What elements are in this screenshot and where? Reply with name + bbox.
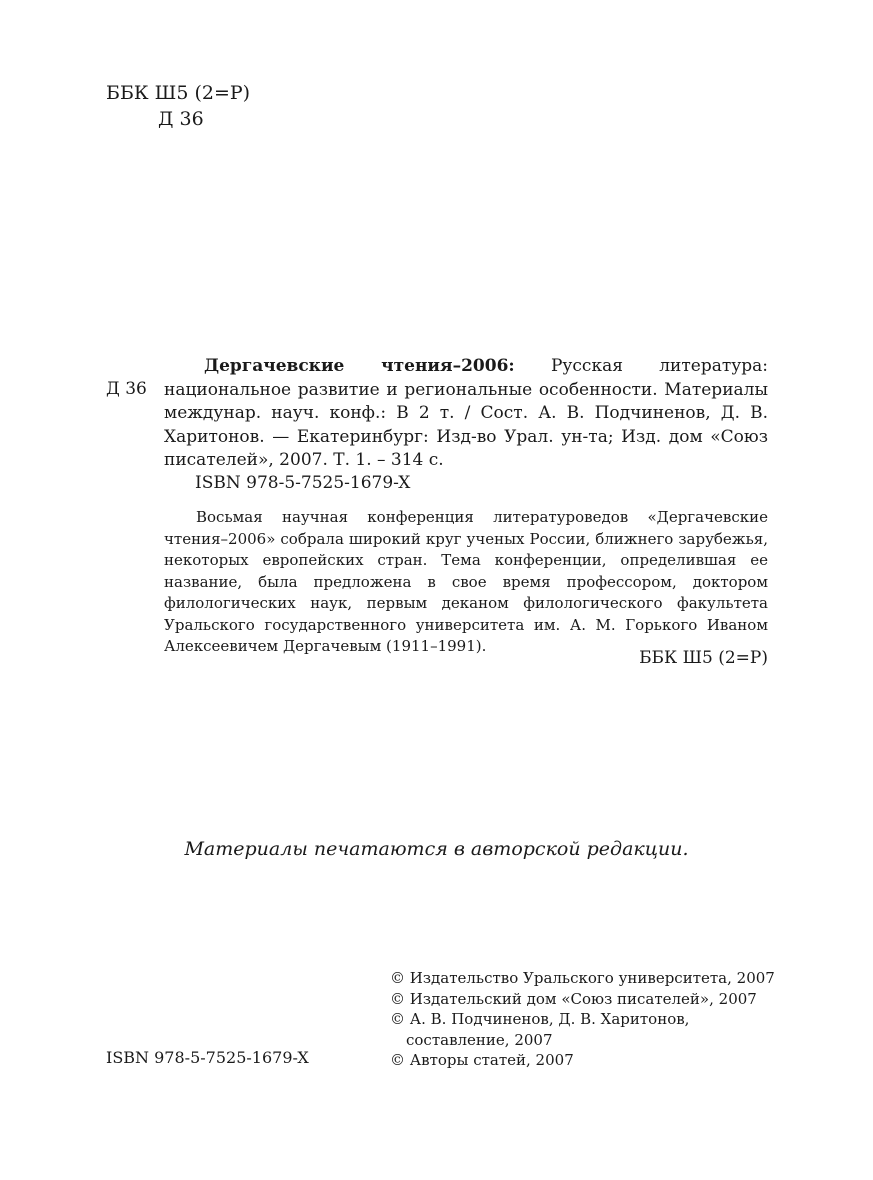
copyright-compilers-cont: составление, 2007 <box>406 1030 553 1049</box>
copyright-publisher: © Издательство Уральского университета, 2007 <box>390 969 775 987</box>
entry-text: Русская литература: национальное развитие и региональные особенности. Материалы междунар. науч. конф.: В 2 т. / Сост. А. В. Подчиненов, Д. В. Харитонов. — Екатеринбург: Изд-во Урал. ун-та; Изд. дом «Союз писателей», 2007. Т. 1. – 314 с. <box>164 356 768 470</box>
bbk-code: ББК Ш5 (2=Р) <box>106 82 251 104</box>
edition-note: Материалы печатаются в авторской редакции. <box>184 838 689 860</box>
bbk-classification-right: ББК Ш5 (2=Р) <box>639 648 768 668</box>
author-sign: Д 36 <box>158 108 204 130</box>
copyright-publishing-house: © Издательский дом «Союз писателей», 2007 <box>390 989 757 1008</box>
copyright-authors: © Авторы статей, 2007 <box>390 1051 574 1069</box>
entry-title: Дергачевские чтения–2006: <box>204 356 515 376</box>
isbn-bottom: ISBN 978-5-7525-1679-X <box>106 1048 309 1067</box>
copyright-compilers: © А. В. Подчиненов, Д. В. Харитонов, <box>390 1010 690 1028</box>
entry-isbn: ISBN 978-5-7525-1679-X <box>195 473 411 493</box>
annotation: Восьмая научная конференция литературоведов «Дергачевские чтения–2006» собрала широкий круг ученых России, ближнего зарубежья, некоторых европейских стран. Тема конференции, определившая ее название, была предложена в свое время профессором, доктором филологических наук, первым деканом филологического факультета Уральского государственного университета им. А. М. Горького Иваном Алексеевичем Дергачевым (1911–1991). <box>164 508 768 655</box>
bibliographic-entry <box>164 355 768 473</box>
entry-side-code: Д 36 <box>106 379 147 399</box>
copyright-block <box>390 968 775 1071</box>
bbk-classification-top <box>106 80 250 132</box>
